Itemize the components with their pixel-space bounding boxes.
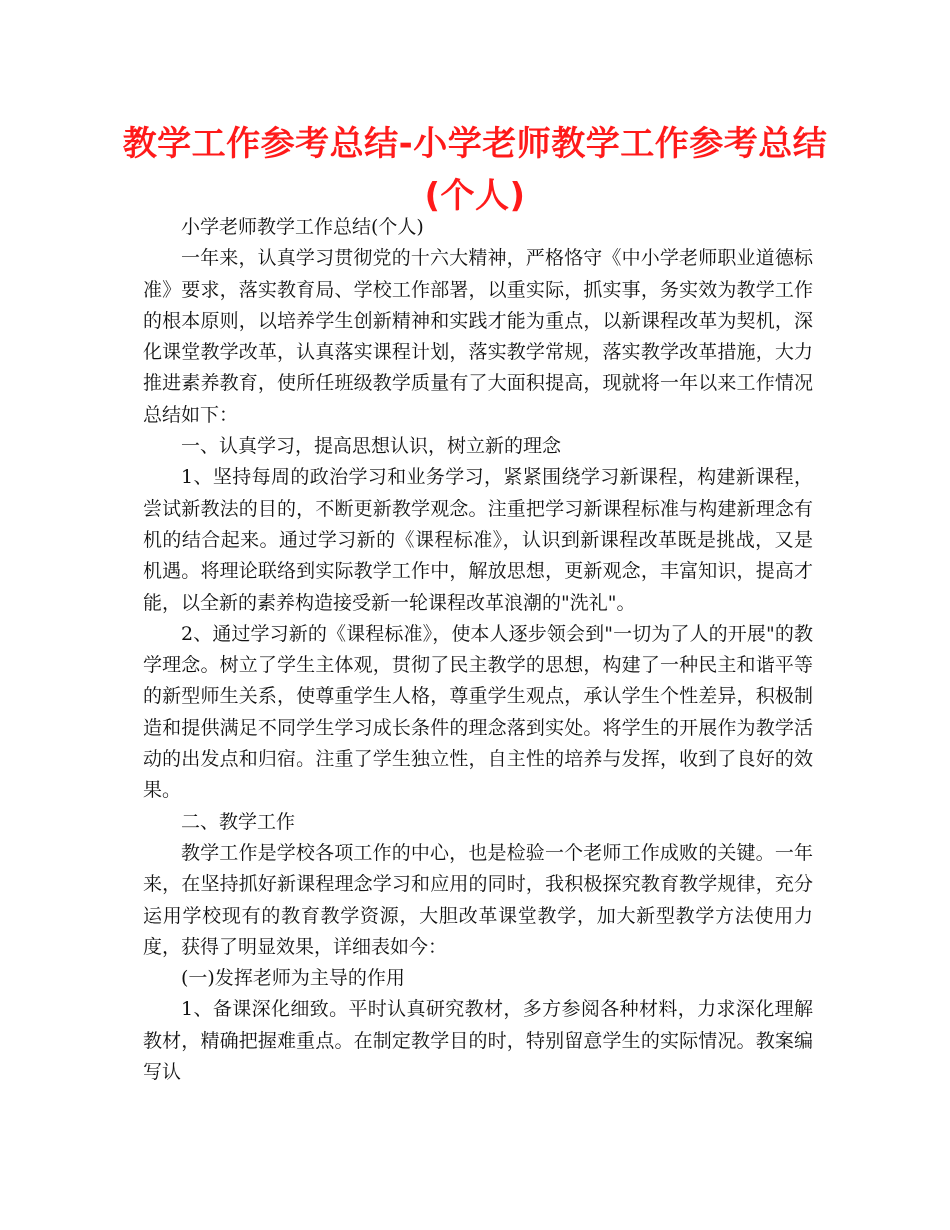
paragraph: 2、通过学习新的《课程标准》，使本人逐步领会到"一切为了人的开展"的教学理念。树立了学生主体观，贯彻了民主教学的思想，构建了一种民主和谐平等的新型师生关系，使尊重学生人格，尊重学生观点，承认学生个性差异，积极制造和提供满足不同学生学习成长条件的理念落到实处。将学生的开展作为教学活动的出发点和归宿。注重了学生独立性，自主性的培养与发挥，收到了良好的效果。 (143, 622, 813, 802)
section-heading: 二、教学工作 (181, 810, 296, 833)
paragraph: 1、备课深化细致。平时认真研究教材，多方参阅各种材料，力求深化理解教材，精确把握难重点。在制定教学目的时，特别留意学生的实际情况。教案编写认 (143, 998, 813, 1084)
paragraph: 1、坚持每周的政治学习和业务学习，紧紧围绕学习新课程，构建新课程，尝试新教法的目的，不断更新教学观念。注重把学习新课程标准与构建新理念有机的结合起来。通过学习新的《课程标准》，认识到新课程改革既是挑战，又是机遇。将理论联络到实际教学工作中，解放思想，更新观念，丰富知识，提高才能，以全新的素养构造接受新一轮课程改革浪潮的"洗礼"。 (143, 466, 813, 614)
paragraph: 小学老师教学工作总结(个人) (181, 216, 424, 238)
document-title: 教学工作参考总结-小学老师教学工作参考总结(个人) (122, 124, 828, 216)
document-body (143, 212, 813, 1088)
subsection-heading: (一)发挥老师为主导的作用 (181, 967, 405, 990)
paragraph: 教学工作是学校各项工作的中心，也是检验一个老师工作成败的关键。一年来，在坚持抓好新课程理念学习和应用的同时，我积极探究教育教学规律，充分运用学校现有的教育教学资源，大胆改革课堂教学，加大新型教学方法使用力度，获得了明显效果，详细表如今： (143, 841, 813, 958)
paragraph: 一年来，认真学习贯彻党的十六大精神，严格恪守《中小学老师职业道德标准》要求，落实教育局、学校工作部署，以重实际，抓实事，务实效为教学工作的根本原则，以培养学生创新精神和实践才能为重点，以新课程改革为契机，深化课堂教学改革，认真落实课程计划，落实教学常规，落实教学改革措施，大力推进素养教育，使所任班级教学质量有了大面积提高，现就将一年以来工作情况总结如下： (143, 247, 813, 426)
section-heading: 一、认真学习，提高思想认识，树立新的理念 (181, 435, 562, 458)
